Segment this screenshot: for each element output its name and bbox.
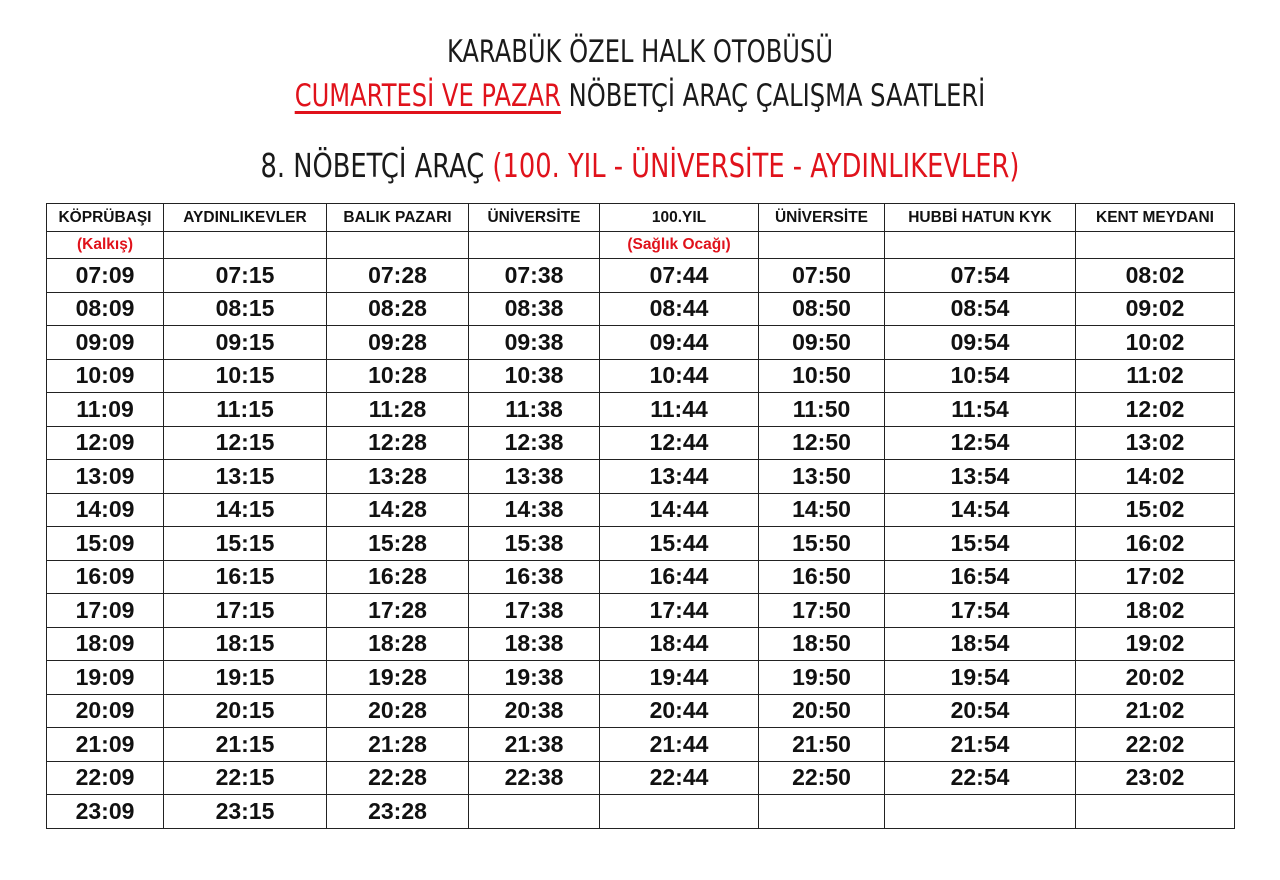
time-cell: 20:28 [327,694,469,728]
time-cell: 07:38 [469,259,600,293]
table-row [47,795,1235,829]
time-cell: 17:15 [164,594,327,628]
time-cell: 08:50 [759,292,885,326]
time-cell: 16:54 [885,560,1076,594]
time-cell: 10:54 [885,359,1076,393]
time-cell: 18:15 [164,627,327,661]
time-cell: 11:44 [600,393,759,427]
time-cell: 14:02 [1076,460,1235,494]
table-row [47,426,1235,460]
time-cell: 07:15 [164,259,327,293]
time-cell: 15:28 [327,527,469,561]
time-cell: 16:44 [600,560,759,594]
time-cell: 21:54 [885,728,1076,762]
subheader-cell [759,232,885,259]
vehicle-number-label: 8. NÖBETÇİ ARAÇ [260,146,493,185]
time-cell: 07:09 [47,259,164,293]
subheader-cell: (Kalkış) [47,232,164,259]
time-cell: 16:28 [327,560,469,594]
time-cell: 20:02 [1076,661,1235,695]
time-cell: 10:44 [600,359,759,393]
time-cell: 15:38 [469,527,600,561]
column-header-universite-2: ÜNİVERSİTE [759,204,885,232]
time-cell: 14:09 [47,493,164,527]
time-cell: 10:15 [164,359,327,393]
table-row [47,359,1235,393]
table-row [47,326,1235,360]
time-cell: 12:38 [469,426,600,460]
column-header-100-yil: 100.YIL [600,204,759,232]
time-cell: 09:38 [469,326,600,360]
time-cell: 21:09 [47,728,164,762]
time-cell: 12:28 [327,426,469,460]
time-cell: 12:15 [164,426,327,460]
time-cell: 13:28 [327,460,469,494]
column-header-balik-pazari: BALIK PAZARI [327,204,469,232]
subheader-cell [885,232,1076,259]
time-cell: 07:28 [327,259,469,293]
time-cell: 11:02 [1076,359,1235,393]
time-cell: 09:44 [600,326,759,360]
time-cell: 14:54 [885,493,1076,527]
time-cell: 18:02 [1076,594,1235,628]
time-cell: 20:50 [759,694,885,728]
time-cell: 16:09 [47,560,164,594]
time-cell: 19:54 [885,661,1076,695]
time-cell: 19:50 [759,661,885,695]
time-cell: 17:44 [600,594,759,628]
time-cell [469,795,600,829]
time-cell: 09:09 [47,326,164,360]
time-cell [1076,795,1235,829]
time-cell: 12:50 [759,426,885,460]
time-cell: 21:44 [600,728,759,762]
time-cell: 17:28 [327,594,469,628]
weekend-days-label: CUMARTESİ VE PAZAR [294,78,561,114]
schedule-title-label: NÖBETÇİ ARAÇ ÇALIŞMA SAATLERİ [560,78,986,114]
time-cell: 08:28 [327,292,469,326]
table-row [47,661,1235,695]
time-cell: 09:54 [885,326,1076,360]
time-cell: 11:28 [327,393,469,427]
subheader-cell [164,232,327,259]
header-row [47,204,1235,232]
time-cell: 11:50 [759,393,885,427]
time-cell: 21:15 [164,728,327,762]
time-cell: 13:50 [759,460,885,494]
table-row [47,460,1235,494]
time-cell: 14:44 [600,493,759,527]
time-cell [759,795,885,829]
time-cell: 23:09 [47,795,164,829]
time-cell: 13:02 [1076,426,1235,460]
time-cell: 19:44 [600,661,759,695]
table-row [47,393,1235,427]
time-cell: 15:44 [600,527,759,561]
time-cell: 20:15 [164,694,327,728]
title-line-2 [141,78,1139,114]
time-cell: 20:54 [885,694,1076,728]
table-row [47,728,1235,762]
time-cell: 22:54 [885,761,1076,795]
time-cell [885,795,1076,829]
time-cell: 08:09 [47,292,164,326]
time-cell: 12:09 [47,426,164,460]
time-cell: 07:50 [759,259,885,293]
column-header-kent-meydani: KENT MEYDANI [1076,204,1235,232]
time-cell: 16:50 [759,560,885,594]
time-cell: 13:38 [469,460,600,494]
subheader-cell [327,232,469,259]
time-cell: 14:28 [327,493,469,527]
time-cell: 16:38 [469,560,600,594]
time-cell: 19:02 [1076,627,1235,661]
time-cell: 19:38 [469,661,600,695]
time-cell: 13:15 [164,460,327,494]
time-cell: 17:38 [469,594,600,628]
time-cell: 08:54 [885,292,1076,326]
subheader-cell [1076,232,1235,259]
time-cell: 22:44 [600,761,759,795]
time-cell: 15:54 [885,527,1076,561]
time-cell: 17:09 [47,594,164,628]
time-cell: 10:02 [1076,326,1235,360]
subheader-row [47,232,1235,259]
time-cell: 11:38 [469,393,600,427]
time-cell: 21:38 [469,728,600,762]
time-cell: 20:38 [469,694,600,728]
time-cell: 13:44 [600,460,759,494]
table-row [47,527,1235,561]
time-cell: 23:15 [164,795,327,829]
time-cell: 21:28 [327,728,469,762]
time-cell: 10:50 [759,359,885,393]
title-line-1: KARABÜK ÖZEL HALK OTOBÜSÜ [446,34,834,70]
table-row [47,259,1235,293]
time-cell: 10:38 [469,359,600,393]
table-row [47,627,1235,661]
time-cell: 16:02 [1076,527,1235,561]
time-cell: 22:28 [327,761,469,795]
time-cell: 12:44 [600,426,759,460]
time-cell: 18:38 [469,627,600,661]
table-row [47,560,1235,594]
time-cell: 18:28 [327,627,469,661]
table-row [47,594,1235,628]
time-cell: 22:15 [164,761,327,795]
time-cell [600,795,759,829]
table-row [47,493,1235,527]
time-cell: 19:09 [47,661,164,695]
time-cell: 21:50 [759,728,885,762]
table-row [47,292,1235,326]
time-cell: 09:15 [164,326,327,360]
time-cell: 15:15 [164,527,327,561]
time-cell: 20:44 [600,694,759,728]
time-cell: 19:28 [327,661,469,695]
time-cell: 18:54 [885,627,1076,661]
time-cell: 08:15 [164,292,327,326]
time-cell: 17:50 [759,594,885,628]
time-cell: 08:44 [600,292,759,326]
time-cell: 14:38 [469,493,600,527]
time-cell: 15:09 [47,527,164,561]
table-row [47,761,1235,795]
route-title [141,146,1139,185]
route-stops-label: (100. YIL - ÜNİVERSİTE - AYDINLIKEVLER) [492,146,1020,185]
column-header-universite-1: ÜNİVERSİTE [469,204,600,232]
time-cell: 23:02 [1076,761,1235,795]
table-row [47,694,1235,728]
time-cell: 18:44 [600,627,759,661]
time-cell: 23:28 [327,795,469,829]
time-cell: 16:15 [164,560,327,594]
time-cell: 13:09 [47,460,164,494]
time-cell: 08:38 [469,292,600,326]
time-cell: 15:50 [759,527,885,561]
time-cell: 09:50 [759,326,885,360]
time-cell: 22:50 [759,761,885,795]
time-cell: 18:50 [759,627,885,661]
time-cell: 11:54 [885,393,1076,427]
time-cell: 13:54 [885,460,1076,494]
column-header-hubbi-hatun-kyk: HUBBİ HATUN KYK [885,204,1076,232]
time-cell: 09:28 [327,326,469,360]
time-cell: 14:50 [759,493,885,527]
time-cell: 22:38 [469,761,600,795]
timetable-body [47,204,1235,829]
column-header-koprubasi: KÖPRÜBAŞI [47,204,164,232]
time-cell: 11:09 [47,393,164,427]
time-cell: 17:02 [1076,560,1235,594]
time-cell: 17:54 [885,594,1076,628]
time-cell: 07:54 [885,259,1076,293]
time-cell: 10:28 [327,359,469,393]
time-cell: 14:15 [164,493,327,527]
time-cell: 11:15 [164,393,327,427]
timetable [46,203,1235,829]
time-cell: 12:02 [1076,393,1235,427]
time-cell: 15:02 [1076,493,1235,527]
time-cell: 19:15 [164,661,327,695]
time-cell: 20:09 [47,694,164,728]
subheader-cell: (Sağlık Ocağı) [600,232,759,259]
time-cell: 18:09 [47,627,164,661]
subheader-cell [469,232,600,259]
column-header-aydinlikevler: AYDINLIKEVLER [164,204,327,232]
time-cell: 08:02 [1076,259,1235,293]
time-cell: 07:44 [600,259,759,293]
time-cell: 21:02 [1076,694,1235,728]
time-cell: 22:09 [47,761,164,795]
time-cell: 22:02 [1076,728,1235,762]
time-cell: 10:09 [47,359,164,393]
time-cell: 09:02 [1076,292,1235,326]
time-cell: 12:54 [885,426,1076,460]
